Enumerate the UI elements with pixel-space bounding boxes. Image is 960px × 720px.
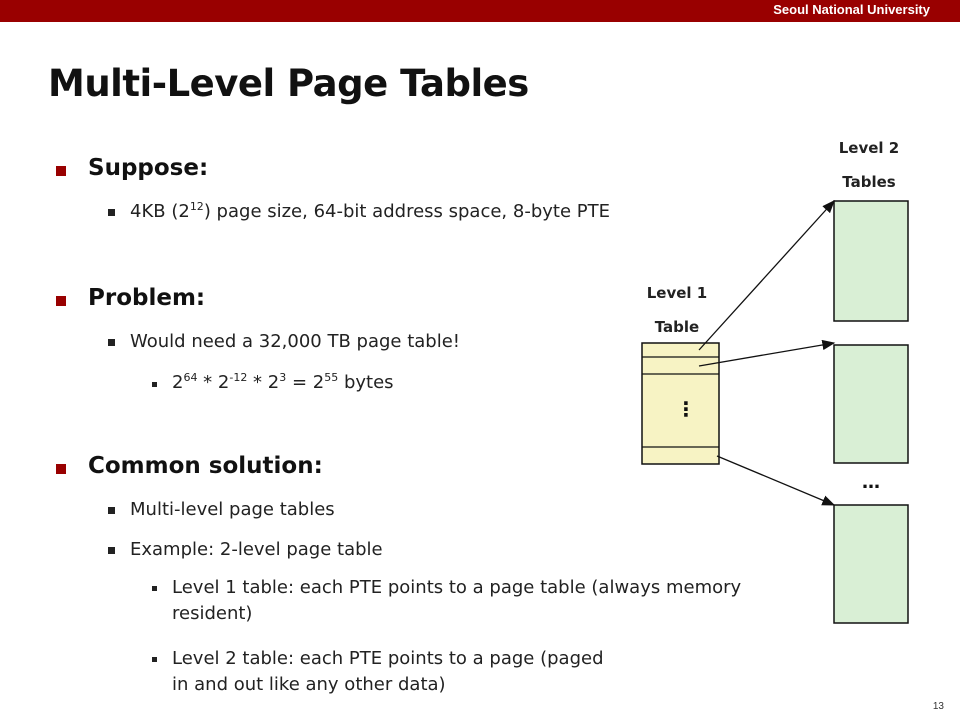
suppose-heading: Suppose:: [88, 155, 209, 181]
pointer-arrow-3: [717, 456, 834, 505]
problem-item: Would need a 32,000 TB page table!: [130, 331, 461, 352]
university-name: Seoul National University: [773, 2, 930, 17]
solution-level2-desc: Level 2 table: each PTE points to a page (paged in and out like any other data): [172, 648, 604, 695]
level2-horizontal-ellipsis: …: [862, 472, 880, 493]
level2-label-line2: Tables: [842, 173, 896, 191]
level2-table-2: [834, 345, 908, 463]
solution-item-1: Multi-level page tables: [130, 499, 335, 520]
level2-table-1: [834, 201, 908, 321]
level1-vertical-ellipsis: ⋮: [676, 397, 696, 421]
solution-heading: Common solution:: [88, 453, 323, 479]
level2-table-3: [834, 505, 908, 623]
level1-label-line2: Table: [654, 318, 700, 336]
page-number: 13: [932, 701, 944, 712]
problem-heading: Problem:: [88, 285, 206, 311]
slide-title: Multi-Level Page Tables: [48, 62, 529, 105]
level2-label-line1: Level 2: [838, 139, 900, 157]
suppose-item: 4KB $(2^{12})$ page size, 64-bit address space, 8-byte PTE: [130, 200, 610, 222]
pointer-arrow-1: [699, 201, 834, 350]
level1-label-line1: Level 1: [646, 284, 708, 302]
solution-level1-desc: Level 1 table: each PTE points to a page table (always memory resident): [172, 577, 742, 624]
solution-item-2: Example: 2-level page table: [130, 539, 383, 560]
problem-calc: $2^{64} * 2^{-12} * 2^3 = 2^{55}$ bytes: [172, 371, 394, 393]
